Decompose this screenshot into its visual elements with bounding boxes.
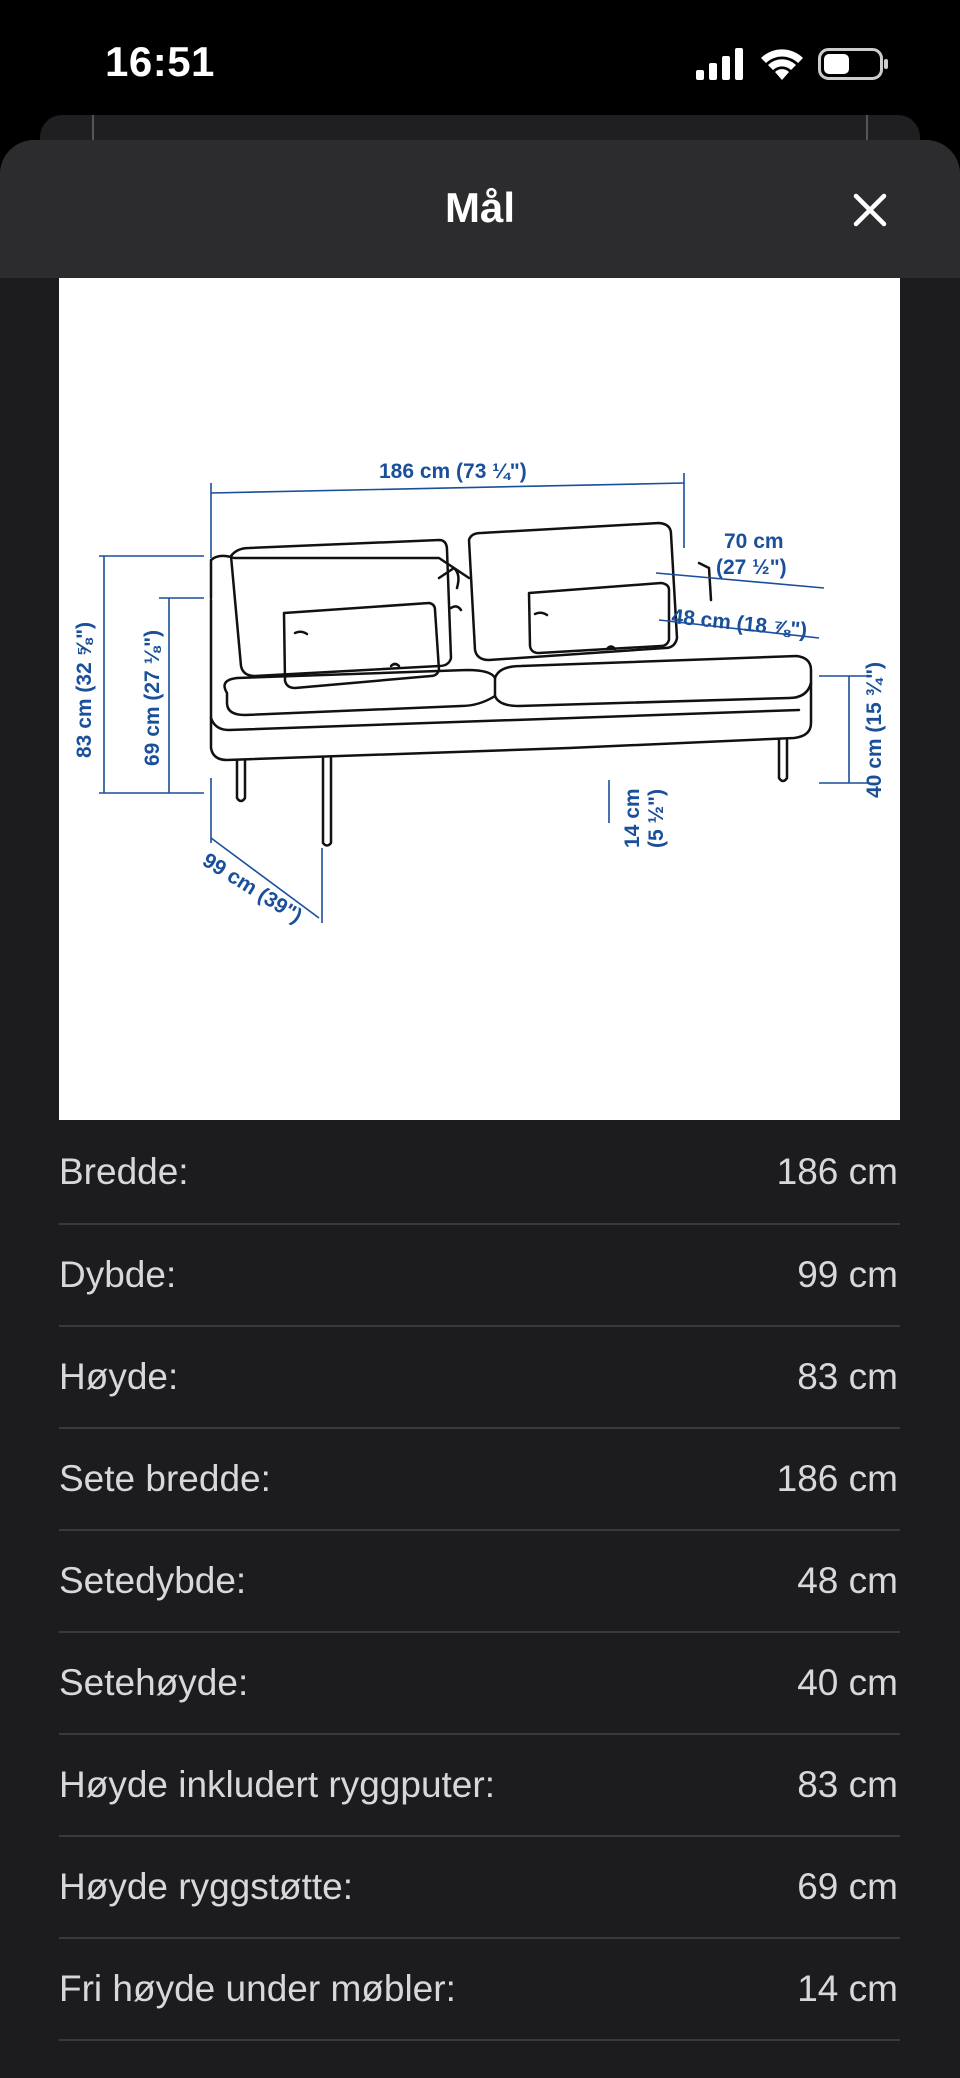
seat-height-label: 40 cm (15 ¾") (863, 661, 886, 798)
sofa-illustration (59, 278, 900, 1120)
spec-row (59, 1735, 900, 1837)
spec-row (59, 1939, 900, 2041)
sheet-header (0, 140, 960, 278)
battery-icon (818, 48, 890, 80)
close-icon (852, 192, 888, 228)
spec-value: 83 cm (797, 1356, 898, 1397)
spec-row (59, 1531, 900, 1633)
spec-row (59, 1327, 900, 1429)
dimensions-sheet (0, 140, 960, 2078)
spec-value: 186 cm (776, 1458, 898, 1499)
status-bar (0, 0, 960, 125)
height-label: 83 cm (32 ⅝") (73, 621, 96, 758)
spec-row (59, 1225, 900, 1327)
sheet-title: Mål (444, 184, 515, 231)
dimension-diagram (59, 278, 900, 1120)
spec-row (59, 1633, 900, 1735)
spec-value: 69 cm (797, 1866, 898, 1907)
status-time: 16:51 (105, 38, 215, 85)
wifi-icon (760, 46, 804, 80)
seat-depth-outer-label: 70 cm (724, 530, 784, 553)
width-label: 186 cm (73 ¼") (379, 460, 527, 483)
clearance-label: 14 cm (621, 788, 644, 848)
spec-value: 186 cm (776, 1150, 898, 1192)
spec-label: Setedybde: (59, 1560, 247, 1601)
depth-label: 99 cm (39") (198, 848, 307, 928)
back-height-label: 69 cm (27 ⅛") (141, 629, 164, 766)
spec-label: Høyde inkludert ryggputer: (59, 1764, 495, 1805)
spec-label: Høyde ryggstøtte: (59, 1866, 354, 1907)
spec-label: Høyde: (59, 1356, 179, 1397)
spec-row (59, 1429, 900, 1531)
spec-value: 40 cm (797, 1662, 898, 1703)
dimension-specs-list (59, 1120, 900, 2041)
spec-value: 83 cm (797, 1764, 898, 1805)
seat-depth-outer-inch-label: (27 ½") (716, 556, 787, 579)
spec-label: Fri høyde under møbler: (59, 1968, 456, 2009)
spec-row (59, 1837, 900, 1939)
spec-label: Setehøyde: (59, 1662, 249, 1703)
spec-value: 14 cm (797, 1968, 898, 2009)
spec-label: Dybde: (59, 1254, 177, 1295)
spec-value: 48 cm (797, 1560, 898, 1601)
spec-value: 99 cm (797, 1254, 898, 1295)
spec-label: Bredde: (59, 1150, 189, 1192)
status-icons (636, 44, 896, 84)
cellular-signal-icon (696, 48, 746, 80)
close-button[interactable] (846, 186, 894, 234)
spec-row (59, 1120, 900, 1225)
clearance-inch-label: (5 ½") (645, 789, 668, 848)
seat-depth-label: 48 cm (18 ⅞") (670, 605, 809, 643)
spec-label: Sete bredde: (59, 1458, 271, 1499)
